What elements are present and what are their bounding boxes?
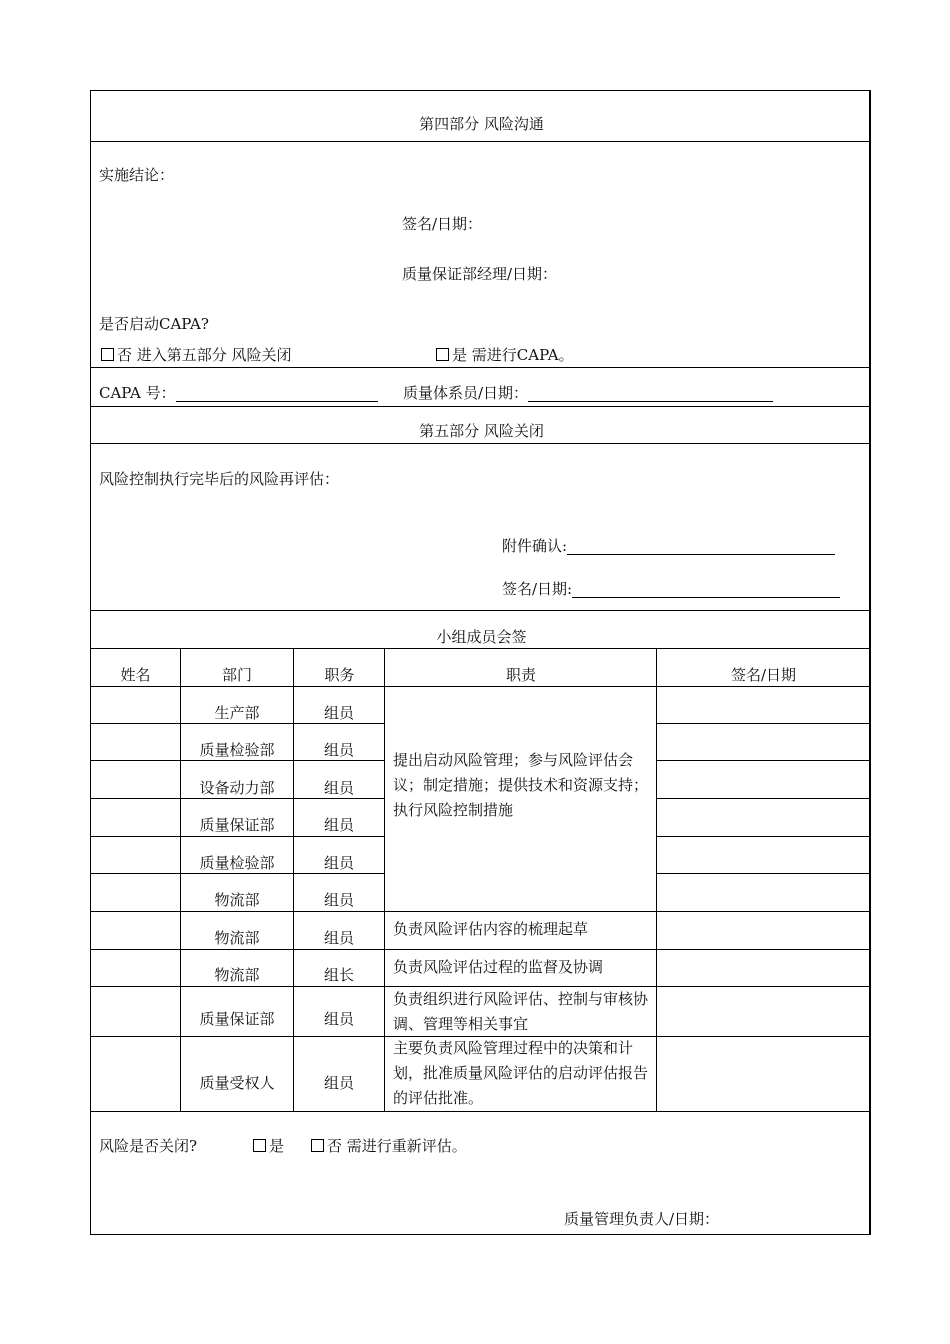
row-role: 组员 bbox=[323, 1074, 354, 1092]
qs-staff-label: 质量体系员/日期： bbox=[403, 384, 529, 402]
duty-authorized: 主要负责风险管理过程中的决策和计划，批准质量风险评估的启动评估报告的评估批准。 bbox=[393, 1039, 649, 1107]
part5-sign-label: 签名/日期: bbox=[502, 580, 573, 598]
divider bbox=[91, 443, 870, 444]
row-role: 组员 bbox=[323, 779, 354, 797]
row-line bbox=[657, 760, 870, 761]
qa-manager-label: 质量保证部经理/日期： bbox=[402, 265, 558, 283]
row-line bbox=[91, 798, 385, 799]
capa-question: 是否启动CAPA? bbox=[99, 315, 209, 333]
row-line bbox=[91, 873, 385, 874]
col-line bbox=[384, 648, 385, 1111]
row-dept: 质量保证部 bbox=[199, 816, 275, 834]
attachment-field[interactable] bbox=[567, 540, 835, 555]
duty-members: 提出启动风险管理；参与风险评估会议；制定措施；提供技术和资源支持；执行风险控制措施 bbox=[393, 751, 649, 819]
duty-supervision: 负责风险评估过程的监督及协调 bbox=[393, 958, 604, 976]
capa-number-label: CAPA 号： bbox=[99, 384, 176, 402]
row-role: 组员 bbox=[323, 741, 354, 759]
team-title: 小组成员会签 bbox=[436, 628, 527, 646]
row-line bbox=[657, 798, 870, 799]
option-yes-label: 是 需进行CAPA。 bbox=[452, 346, 574, 364]
row-line bbox=[91, 836, 385, 837]
qs-staff-row bbox=[403, 384, 773, 402]
header-duty: 职责 bbox=[505, 666, 536, 684]
row-dept: 设备动力部 bbox=[199, 779, 275, 797]
header-name: 姓名 bbox=[120, 666, 151, 684]
header-role: 职务 bbox=[324, 666, 355, 684]
closing-no-label: 否 需进行重新评估。 bbox=[327, 1137, 467, 1155]
row-line bbox=[657, 723, 870, 724]
row-line bbox=[91, 949, 870, 950]
attachment-label: 附件确认: bbox=[502, 537, 568, 555]
divider bbox=[91, 367, 870, 368]
checkbox-yes[interactable] bbox=[436, 348, 449, 361]
row-line bbox=[657, 873, 870, 874]
checkbox-closed-no[interactable] bbox=[311, 1139, 324, 1152]
closing-yes-label: 是 bbox=[269, 1137, 285, 1155]
risk-form-frame bbox=[90, 90, 871, 1235]
checkbox-no[interactable] bbox=[101, 348, 114, 361]
sign-date-label: 签名/日期： bbox=[402, 215, 483, 233]
header-signature: 签名/日期 bbox=[730, 666, 797, 684]
checkbox-closed-yes[interactable] bbox=[253, 1139, 266, 1152]
part5-sign-row bbox=[502, 580, 840, 598]
row-dept: 质量检验部 bbox=[199, 741, 275, 759]
divider bbox=[91, 686, 870, 687]
row-dept: 质量检验部 bbox=[199, 854, 275, 872]
reassess-label: 风险控制执行完毕后的风险再评估： bbox=[99, 470, 340, 488]
row-dept: 物流部 bbox=[214, 929, 260, 947]
row-line bbox=[657, 836, 870, 837]
row-role: 组员 bbox=[323, 854, 354, 872]
row-dept: 生产部 bbox=[214, 704, 260, 722]
col-line bbox=[656, 648, 657, 1111]
row-role: 组长 bbox=[323, 966, 354, 984]
row-line bbox=[91, 723, 385, 724]
row-dept: 物流部 bbox=[214, 891, 260, 909]
duty-organize: 负责组织进行风险评估、控制与审核协调、管理等相关事宜 bbox=[393, 990, 649, 1033]
row-dept: 质量保证部 bbox=[199, 1010, 275, 1028]
part5-sign-field[interactable] bbox=[572, 583, 840, 598]
duty-drafting: 负责风险评估内容的梳理起草 bbox=[393, 920, 589, 938]
row-line bbox=[91, 760, 385, 761]
divider bbox=[91, 141, 870, 142]
row-role: 组员 bbox=[323, 1010, 354, 1028]
row-dept: 物流部 bbox=[214, 966, 260, 984]
conclusion-label: 实施结论： bbox=[99, 166, 175, 184]
row-line bbox=[91, 911, 870, 912]
row-role: 组员 bbox=[323, 704, 354, 722]
header-dept: 部门 bbox=[221, 666, 252, 684]
qm-sign-label: 质量管理负责人/日期： bbox=[564, 1210, 720, 1228]
qs-staff-field[interactable] bbox=[528, 387, 773, 402]
option-yes[interactable] bbox=[436, 346, 574, 364]
option-no[interactable] bbox=[101, 346, 292, 364]
row-role: 组员 bbox=[323, 891, 354, 909]
row-role: 组员 bbox=[323, 816, 354, 834]
part5-title: 第五部分 风险关闭 bbox=[419, 422, 544, 440]
closing-no[interactable] bbox=[311, 1137, 467, 1155]
divider bbox=[91, 648, 870, 649]
divider bbox=[91, 610, 870, 611]
capa-number-row bbox=[99, 384, 378, 402]
closing-yes[interactable] bbox=[253, 1137, 284, 1155]
row-role: 组员 bbox=[323, 929, 354, 947]
divider bbox=[91, 406, 870, 407]
risk-closed-question: 风险是否关闭? bbox=[99, 1137, 198, 1155]
attachment-row bbox=[502, 537, 835, 555]
option-no-label: 否 进入第五部分 风险关闭 bbox=[117, 346, 292, 364]
row-dept: 质量受权人 bbox=[199, 1074, 275, 1092]
part4-title: 第四部分 风险沟通 bbox=[419, 115, 544, 133]
capa-number-field[interactable] bbox=[176, 387, 378, 402]
row-line bbox=[91, 1111, 870, 1112]
